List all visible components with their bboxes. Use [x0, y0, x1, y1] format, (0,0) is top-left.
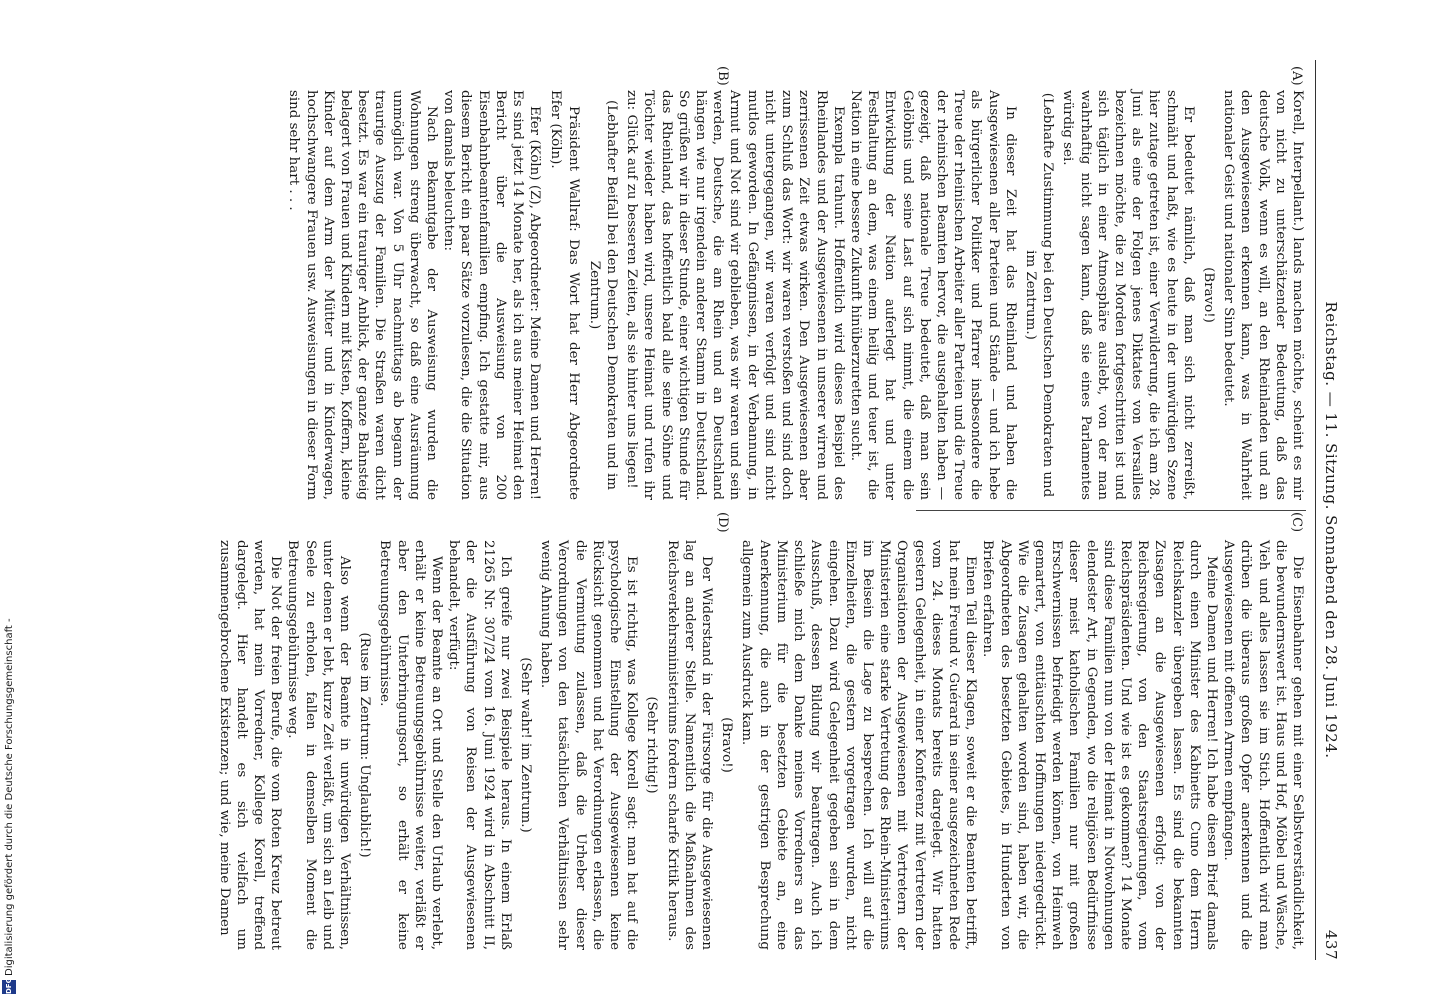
page-number: 437	[1322, 929, 1340, 960]
paragraph: Also wenn der Beamte in unwürdigen Verhältnissen, unter denen er lebt, kurze Zeit verläßt, um sich an Leib und Seele zu erholen, fallen in demselben Moment die Betreuungsgebührnisse weg.	[285, 540, 353, 950]
paragraph: Einen Teil dieser Klagen, soweit er die Beamten betrifft, hat mein Freund v. Guérard in seiner ausgezeichneten Rede vom 24. dieses Monats bereits dargelegt. Wir hatten gestern Gelegenheit, in einer Konferenz mit Vertretern der Organisationen der Ausgewiesenen mit Vertretern der Ministerien eine starke Vertretung des Rhein-Ministeriums im Beisein die Lage zu besprechen. Ich will auf die Einzelheiten, die gestern vorgetragen wurden, nicht eingehen. Dazu wird Gelegenheit gegeben sein in dem Ausschuß, dessen Bildung wir beantragen. Auch ich schließe mich dem Danke meines Vorredners an das Ministerium für die besetzten Gebiete an, eine Anerkennung, die auch in der gestrigen Besprechung allgemein zum Ausdruck kam.	[739, 540, 979, 950]
paragraph: Meine Damen und Herren! Ich habe diesen Brief damals durch einen Minister des Kabinetts Cuno dem Herrn Reichskanzler übergeben lassen. Es sind die bekannten Zusagen an die Ausgewiesenen erfolgt: von der Reichsregierung, von den Staatsregierungen, vom Reichspräsidenten. Und wie ist es gekommen? 14 Monate sind diese Familien nun von der Heimat in Notwohnungen elendester Art, in Gegenden, wo die religiösen Bedürfnisse dieser meist katholischen Familien nur mit großen Erschwernissen befriedigt werden können, von Heimweh gemartert, von enttäuschten Hoffnungen niedergedrückt. Wie die Zusagen gehalten worden sind, haben wir, die Abgeordneten des besetzten Gebietes, in Hunderten von Briefen erfahren.	[980, 540, 1219, 950]
paragraph: Korell, Interpellant.) lands machen möchte, scheint es mir von nicht zu unterschätzender Bedeutung, daß das deutsche Volk, wenn es will, an den Rheinlanden und an den Ausgewiesenen erkennen kann, was in Wahrheit nationaler Geist und nationaler Sinn bedeutet.	[1221, 90, 1305, 500]
quoted-paragraph: Wenn der Beamte an Ort und Stelle den Urlaub verlebt, erhält er keine Betreuungsgebührnisse weiter, verläßt er aber den Unterbringungsort, so erhält er keine Betreuungsgebührnisse.	[377, 540, 445, 950]
margin-letter-c: (C)	[1289, 512, 1304, 533]
page-header	[1314, 60, 1340, 960]
margin-letter-d: (D)	[715, 512, 730, 533]
paragraph: Ich greife nur zwei Beispiele heraus. In einem Erlaß 21265 Nr. 307/24 vom 16. Juni 1924 wird in Abschnitt II, der die Ausführung von Reisen der Ausgewiesenen behandelt, verfügt:	[446, 540, 513, 950]
header-rule	[1315, 60, 1316, 960]
margin-letter-b: (B)	[715, 66, 730, 86]
paragraph: Er bedeutet nämlich, daß man sich nicht zerreißt, schmäht und haßt, wie es heute in der unwürdigen Szene hier zutage getreten ist, einer Verwilderung, die ich am 28. Juni als eine der Folgen jenes Diktates von Versailles bezeichnen möchte, die zu Morden fortgeschritten ist und sich täglich in einer Atmosphäre auslebt, von der man wahrhaftig nicht sagen kann, daß sie eines Parlamentes würdig sei.	[1060, 90, 1196, 500]
paragraph: Es ist richtig, was Kollege Korell sagt: man hat auf die psychologische Einstellung der Ausgewiesenen keine Rücksicht genommen und hat Verordnungen erlassen, die die Vermutung zulassen, daß die Urheber dieser Verordnungen von den tatsächlichen Verhältnissen sehr wenig Ahnung haben.	[538, 540, 640, 950]
rotated-page-content	[110, 60, 1340, 960]
interjection: (Sehr wahr! im Zentrum.)	[518, 657, 534, 833]
paragraph: In dieser Zeit hat das Rheinland und haben die Ausgewiesenen aller Parteien und Stände — und ich hebe als bürgerlicher Politiker und Pfarrer insbesondere die Treue der rheinischen Arbeiter aller Parteien und die Treue der rheinischen Beamten hervor, die ausgehalten haben — gezeigt, daß nationale Treue bedeutet, daß man sein Gelöbnis und seine Last auf sich nimmt, die einem die Entwicklung der Nation auferlegt hat und unter Festhaltung an dem, was einem heilig und teuer ist, die Nation in eine bessere Zukunft hinüberzuretten sucht.	[847, 90, 1018, 500]
interjection: (Lebhafte Zustimmung bei den Deutschen Demokraten und im Zentrum.)	[1022, 92, 1056, 498]
interjection: (Sehr richtig!)	[644, 696, 660, 794]
interjection: (Ruse im Zentrum: Unglaublich!)	[357, 632, 373, 858]
column-separator	[916, 510, 1306, 511]
right-column	[215, 540, 1306, 950]
interjection: (Bravo!)	[719, 717, 735, 773]
footer-text: Digitalisierung gefördert durch die Deutsche Forschungsgemeinschaft -	[4, 618, 15, 976]
header-title: Reichstag. — 11. Sitzung. Sonnabend den 28. Juni 1924.	[1322, 301, 1340, 759]
footer	[2, 4, 18, 994]
paragraph: Exempla trahunt. Hoffentlich wird dieses Beispiel des Rheinlandes und der Ausgewiesenen in unserer wirren und zerrissenen Zeit etwas wirken. Den Ausgewiesenen aber zum Schluß das Wort: wir waren verstoßen und sind doch nicht untergegangen, wir waren verfolgt und sind nicht mutlos geworden. In Gefängnissen, in der Verbannung, in Armut und Not sind wir geblieben, was wir waren und sein werden, Deutsche, die am Rhein und an Deutschland hängen wie nur irgendein anderer Stamm in Deutschland. So grüßen wir in dieser Stunde, einer wichtigen Stunde für das Rheinland, das hoffentlich bald alle seine Söhne und Töchter wieder haben wird, unsere Heimat und rufen ihr zu: Glück auf zu besseren Zeiten, als sie hinter uns liegen!	[624, 90, 846, 500]
speaker-paragraph: Präsident Wallraf: Das Wort hat der Herr Abgeordnete Efer (Köln).	[548, 90, 581, 500]
interjection: (Bravo!)	[1200, 267, 1216, 323]
interjection: (Lebhafter Beifall bei den Deutschen Demokraten und im Zentrum.)	[586, 100, 620, 490]
speaker-paragraph: Efer (Köln) (Z), Abgeordneter: Meine Damen und Herren! Es sind jetzt 14 Monate her, als ich aus meiner Heimat den Bericht über die Ausweisung von 200 Eisenbahnbeamtenfamilien empfing. Ich gestatte mir, aus diesem Bericht ein paar Sätze vorzulesen, die die Situation von damals beleuchten:	[441, 90, 543, 500]
margin-letter-a: (A)	[1289, 66, 1304, 86]
dfg-logo: DFG	[2, 980, 16, 994]
quoted-paragraph: Nach Bekanntgabe der Ausweisung wurden die Wohnungen streng überwacht, so daß eine Ausräumung unmöglich war. Von 5 Uhr nachmittags ab begann der traurige Auszug der Familien. Die Straßen waren dicht besetzt. Es war ein trauriger Anblick, der ganze Bahnsteig belagert von Frauen und Kindern mit Kisten, Koffern, kleine Kinder auf dem Arm der Mütter und in Kinderwagen, hochschwangere Frauen usw. Ausweisungen in dieser Form sind sehr hart . . .	[286, 90, 440, 500]
quoted-paragraph: Die Eisenbahner gehen mit einer Selbstverständlichkeit, die bewundernswert ist. Haus und Hof, Möbel und Wäsche, Vieh und alles lassen sie im Stich. Hoffentlich wird man drüben die überaus großen Opfer anerkennen und die Ausgewiesenen mit offenen Armen empfangen.	[1221, 540, 1305, 950]
paragraph: Die Not der freien Berufe, die vom Roten Kreuz betreut werden, hat mein Vorredner, Kollege Korell, treffend dargelegt. Hier handelt es sich vielfach um zusammengebrochene Existenzen; und wie, meine Damen	[216, 540, 284, 950]
paragraph: Der Widerstand in der Fürsorge für die Ausgewiesenen lag an anderer Stelle. Namentlich die Maßnahmen des Reichsverkehrsministeriums fordern scharfe Kritik heraus.	[664, 540, 715, 950]
left-column	[285, 90, 1306, 500]
